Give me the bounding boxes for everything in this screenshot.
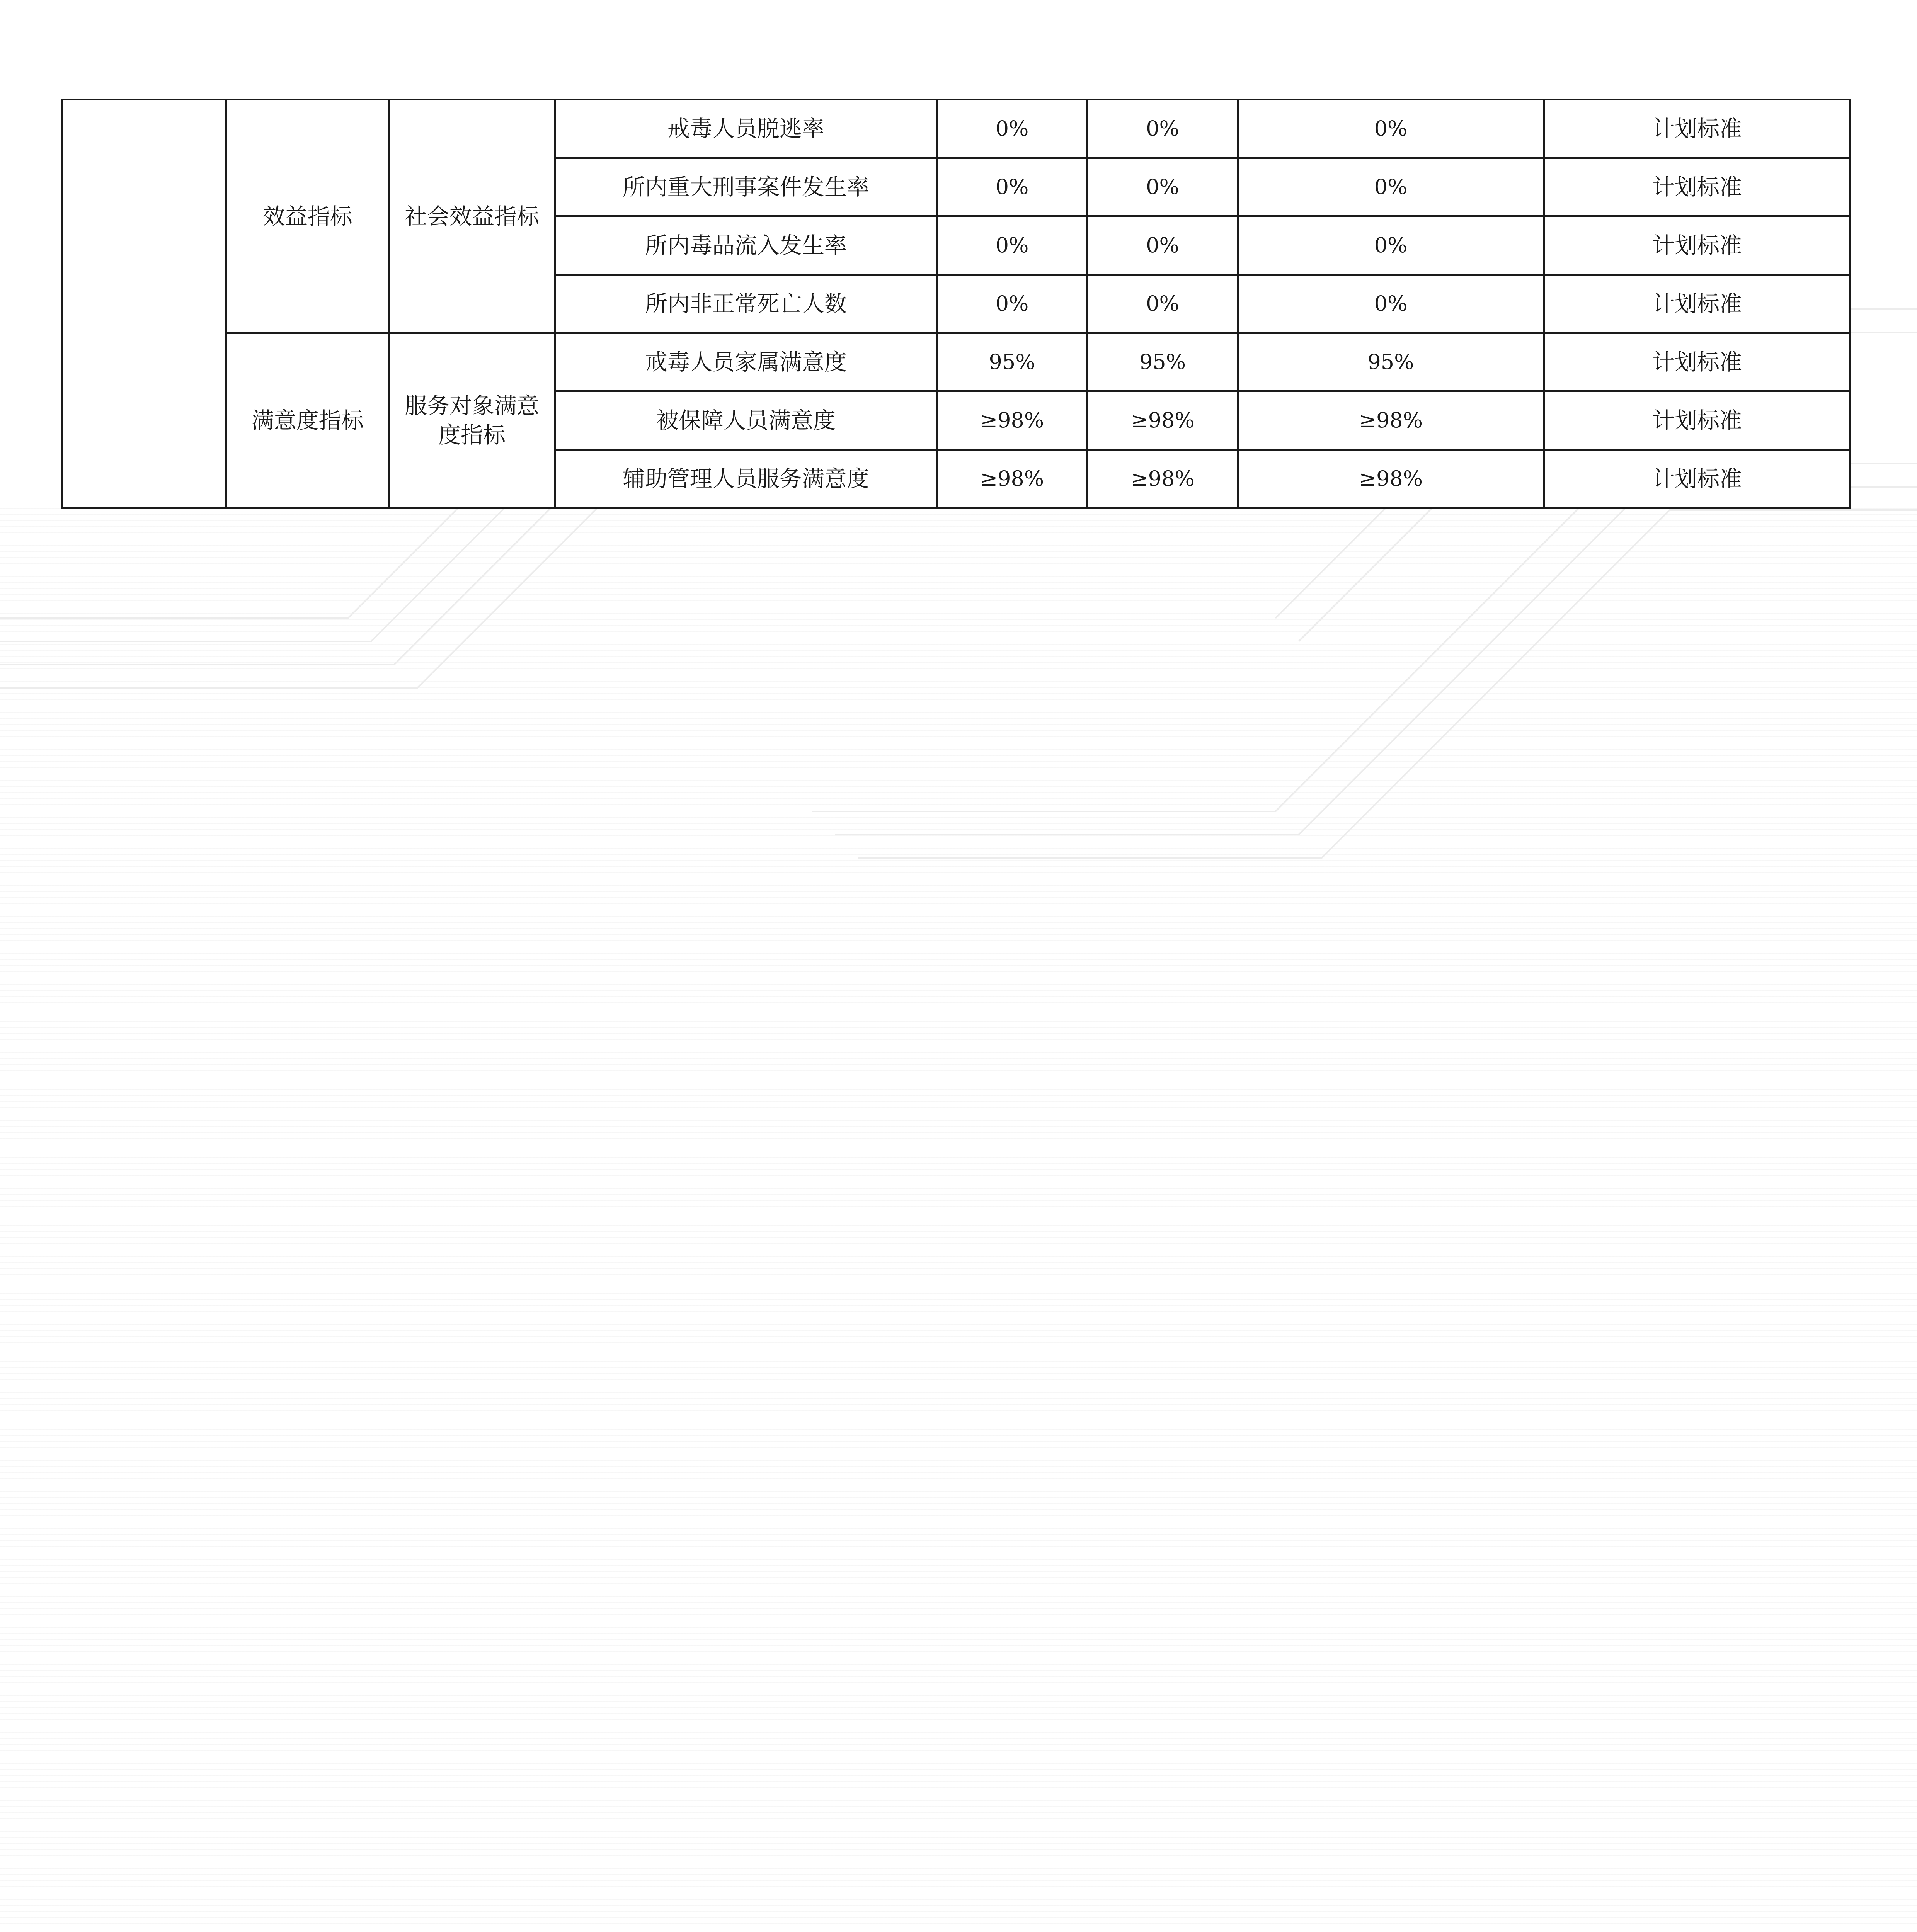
indicator-value: 0% — [1238, 275, 1544, 333]
indicator-basis: 计划标准 — [1544, 275, 1850, 333]
indicator-basis: 计划标准 — [1544, 450, 1850, 508]
indicator-name: 戒毒人员家属满意度 — [555, 333, 936, 391]
indicator-value: 95% — [1088, 333, 1238, 391]
indicator-value: 0% — [1088, 100, 1238, 158]
level1-indicator-cell: 效益指标 — [226, 100, 389, 333]
indicator-value: 95% — [937, 333, 1088, 391]
indicator-name: 所内非正常死亡人数 — [555, 275, 936, 333]
indicator-value: ≥98% — [937, 450, 1088, 508]
indicator-value: 0% — [1238, 158, 1544, 216]
indicator-basis: 计划标准 — [1544, 100, 1850, 158]
indicator-basis: 计划标准 — [1544, 391, 1850, 450]
indicator-value: ≥98% — [1238, 391, 1544, 450]
indicator-value: 0% — [1088, 216, 1238, 275]
table-row — [62, 333, 1851, 391]
level2-indicator-cell: 社会效益指标 — [389, 100, 555, 333]
indicator-name: 戒毒人员脱逃率 — [555, 100, 936, 158]
indicator-value: ≥98% — [937, 391, 1088, 450]
level1-indicator-cell: 满意度指标 — [226, 333, 389, 508]
indicator-basis: 计划标准 — [1544, 158, 1850, 216]
indicator-name: 所内重大刑事案件发生率 — [555, 158, 936, 216]
indicator-value: 0% — [937, 100, 1088, 158]
indicator-value: 0% — [1238, 216, 1544, 275]
indicator-value: ≥98% — [1238, 450, 1544, 508]
table-row — [62, 100, 1851, 158]
indicator-value: 0% — [937, 275, 1088, 333]
indicator-basis: 计划标准 — [1544, 216, 1850, 275]
indicator-value: 95% — [1238, 333, 1544, 391]
indicator-value: 0% — [937, 158, 1088, 216]
indicator-name: 辅助管理人员服务满意度 — [555, 450, 936, 508]
indicator-name: 被保障人员满意度 — [555, 391, 936, 450]
indicator-value: 0% — [1238, 100, 1544, 158]
indicator-value: 0% — [937, 216, 1088, 275]
indicator-name: 所内毒品流入发生率 — [555, 216, 936, 275]
indicator-value: ≥98% — [1088, 450, 1238, 508]
level2-indicator-cell: 服务对象满意度指标 — [389, 333, 555, 508]
indicator-value: ≥98% — [1088, 391, 1238, 450]
indicator-value: 0% — [1088, 158, 1238, 216]
indicator-basis: 计划标准 — [1544, 333, 1850, 391]
level0-cell — [62, 100, 226, 508]
indicator-value: 0% — [1088, 275, 1238, 333]
performance-indicator-table — [61, 99, 1851, 509]
